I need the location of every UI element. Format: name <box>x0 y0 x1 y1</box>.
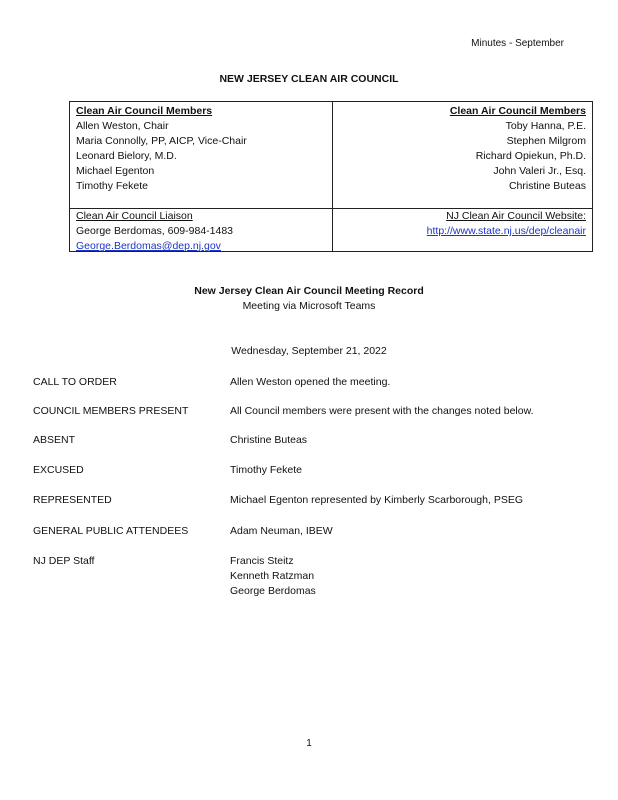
liaison-email-link[interactable]: George.Berdomas@dep.nj.gov <box>76 240 221 252</box>
agenda-value: Allen Weston opened the meeting. <box>230 376 391 388</box>
member-name: Leonard Bielory, M.D. <box>76 150 177 162</box>
left-members-cell <box>76 104 247 194</box>
council-title: NEW JERSEY CLEAN AIR COUNCIL <box>219 73 399 85</box>
member-name: Michael Egenton <box>76 165 155 177</box>
member-name: Stephen Milgrom <box>506 135 586 147</box>
agenda-label: NJ DEP Staff <box>33 555 95 567</box>
liaison-cell <box>76 209 233 254</box>
agenda-value: George Berdomas <box>230 585 316 597</box>
liaison-label: Clean Air Council Liaison <box>76 210 193 222</box>
member-name: Toby Hanna, P.E. <box>505 120 586 132</box>
right-members-cell <box>450 104 586 194</box>
record-title: New Jersey Clean Air Council Meeting Record <box>194 285 424 297</box>
table-divider-vertical <box>332 102 333 251</box>
agenda-label: COUNCIL MEMBERS PRESENT <box>33 405 189 417</box>
meeting-date: Wednesday, September 21, 2022 <box>231 345 387 357</box>
agenda-label: CALL TO ORDER <box>33 376 117 388</box>
website-link[interactable]: http://www.state.nj.us/dep/cleanair <box>426 225 586 237</box>
agenda-value: Francis Steitz <box>230 555 294 567</box>
member-name: Richard Opiekun, Ph.D. <box>475 150 586 162</box>
members-table <box>69 101 593 252</box>
member-name: Maria Connolly, PP, AICP, Vice-Chair <box>76 135 247 147</box>
agenda-label: REPRESENTED <box>33 494 112 506</box>
liaison-contact: George Berdomas, 609-984-1483 <box>76 225 234 237</box>
agenda-label: ABSENT <box>33 434 76 446</box>
member-name: Allen Weston, Chair <box>76 120 169 132</box>
running-header: Minutes - September <box>471 38 564 49</box>
agenda-value: Christine Buteas <box>230 434 308 446</box>
agenda-value: Timothy Fekete <box>230 464 302 476</box>
website-cell <box>427 209 586 239</box>
agenda-label: GENERAL PUBLIC ATTENDEES <box>33 525 189 537</box>
left-members-header: Clean Air Council Members <box>76 105 213 117</box>
page-number: 1 <box>306 738 312 749</box>
agenda-value: All Council members were present with the changes noted below. <box>230 405 534 417</box>
member-name: Christine Buteas <box>508 180 586 192</box>
member-name: Timothy Fekete <box>76 180 148 192</box>
record-subtitle: Meeting via Microsoft Teams <box>242 300 376 312</box>
agenda-value: Adam Neuman, IBEW <box>230 525 333 537</box>
agenda-label: EXCUSED <box>33 464 84 476</box>
agenda-value: Michael Egenton represented by Kimberly Scarborough, PSEG <box>230 494 523 506</box>
member-name: John Valeri Jr., Esq. <box>493 165 586 177</box>
right-members-header: Clean Air Council Members <box>449 105 586 117</box>
website-label: NJ Clean Air Council Website: <box>446 210 586 222</box>
agenda-value: Kenneth Ratzman <box>230 570 315 582</box>
